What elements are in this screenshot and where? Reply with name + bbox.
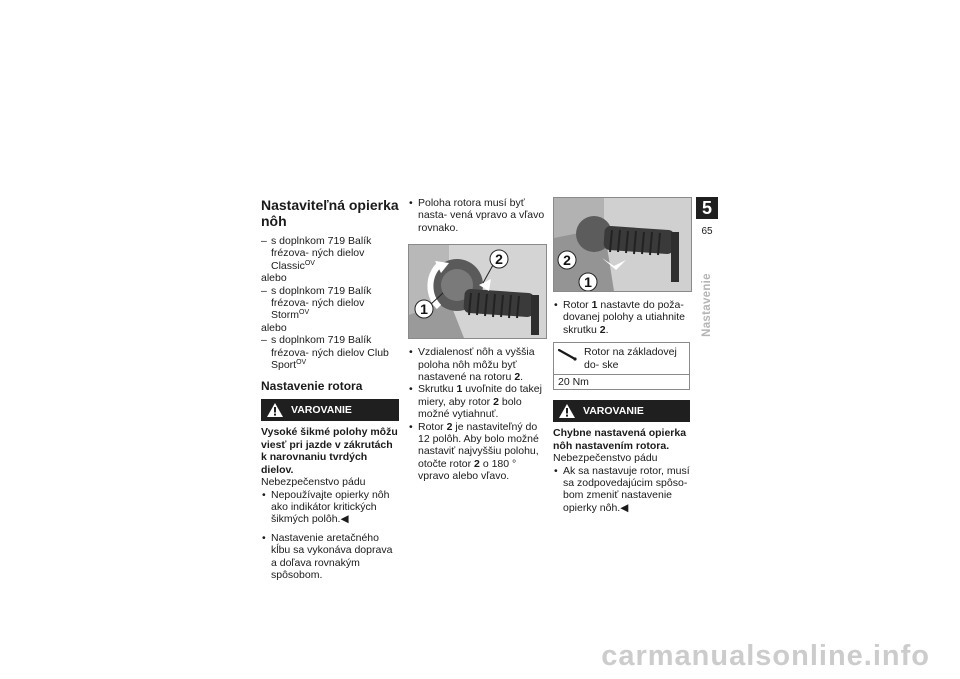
warning-text: Nebezpečenstvo pádu: [261, 476, 366, 489]
watermark: carmanualsonline.info: [601, 640, 930, 672]
option-item: [261, 285, 399, 322]
option-text: s doplnkom 719 Balík frézova- ných dielov Storm: [271, 284, 372, 322]
list-item: • Vzdialenosť nôh a vyššia poloha nôh môžu byť nastavené na rotoru 2.: [408, 346, 546, 383]
section-title: Nastaviteľná opierka nôh: [261, 197, 399, 229]
reference-number: 1: [591, 299, 598, 311]
reference-number: 2: [493, 395, 499, 408]
chapter-name: Nastavenie: [701, 273, 713, 337]
warning-banner: [261, 399, 399, 421]
warning-triangle-icon: [267, 403, 283, 417]
warning-banner: [553, 400, 690, 422]
list-item: • Nastavenie aretačného kĺbu sa vykonáva doprava a doľava rovnakým spôsobom.: [261, 532, 399, 582]
option-item: [261, 334, 399, 371]
option-item: [261, 235, 399, 272]
warning-heading: Chybne nastavená opierka nôh nastavením rotora.: [553, 427, 687, 452]
warning-bullet: • Nepoužívajte opierky nôh ako indikátor kritických šikmých polôh.◀: [261, 489, 399, 526]
page-number: 65: [701, 226, 713, 237]
list-item: [408, 383, 546, 420]
option-superscript: OV: [299, 309, 310, 317]
reference-number: 2: [474, 457, 480, 470]
list-text: uvoľnite do takej miery, aby rotor: [418, 383, 542, 408]
chapter-number: 5: [696, 197, 718, 219]
figure-label-1: 1: [584, 274, 592, 290]
warning-label: VAROVANIE: [291, 404, 352, 417]
reference-number: 2: [446, 420, 453, 433]
reference-number: 1: [456, 383, 463, 396]
footrest-figure-2: [553, 197, 692, 292]
warning-bullet: • Ak sa nastavuje rotor, musí sa zodpovedajúcim spôso- bom zmeniť nastavenie opierky nôh.◀: [553, 465, 690, 515]
footrest-illustration: [554, 198, 691, 291]
column-right: [553, 197, 690, 514]
chapter-tab: [696, 197, 718, 344]
list-text: bolo možné vytiahnuť.: [418, 395, 522, 421]
warning-heading: Vysoké šikmé polohy môžu viesť pri jazde v zákrutách k narovnaniu tvrdých dielov.: [261, 426, 398, 476]
list-text: je nastaviteľný do 12 polôh. Aby bolo možné nastaviť najvyššiu polohu, otočte rotor: [418, 420, 539, 470]
reference-number: 2: [514, 371, 521, 384]
list-text: o 180 ° vpravo alebo vľavo.: [418, 457, 517, 483]
list-text: Vzdialenosť nôh a vyššia poloha nôh môžu byť nastavené na rotoru: [418, 346, 535, 384]
list-text: Rotor: [563, 299, 589, 311]
figure-label-2: 2: [563, 252, 571, 268]
torque-wrench-icon: [558, 349, 578, 361]
list-item: • Rotor 1 nastavte do poža- dovanej polohy a utiahnite skrutku 2.: [553, 299, 690, 336]
spec-label: Rotor na základovej do- ske: [584, 346, 677, 371]
list-item: [408, 421, 546, 483]
or-word: alebo: [261, 321, 287, 334]
list-text: Rotor: [418, 420, 444, 433]
column-left: [261, 197, 399, 581]
option-text: s doplnkom 719 Balík frézova- ných dielov Classic: [271, 235, 372, 272]
option-superscript: OV: [296, 359, 307, 367]
reference-number: 2: [599, 323, 606, 336]
list-item: • Poloha rotora musí byť nasta- vená vpravo a vľavo rovnako.: [408, 197, 546, 234]
warning-label: VAROVANIE: [583, 405, 644, 418]
figure-label-2: 2: [495, 251, 503, 268]
warning-triangle-icon: [559, 404, 575, 418]
option-text: s doplnkom 719 Balík frézova- ných dielov Club Sport: [271, 334, 389, 372]
footrest-illustration: [409, 245, 546, 338]
or-word: alebo: [261, 272, 287, 285]
list-text: nastavte do poža- dovanej polohy a utiahnite skrutku: [563, 299, 686, 336]
subsection-title: Nastavenie rotora: [261, 379, 363, 394]
warning-text: Nebezpečenstvo pádu: [553, 452, 658, 465]
figure-label-1: 1: [420, 301, 428, 318]
footrest-figure-1: [408, 244, 547, 339]
torque-spec-box: [553, 342, 690, 390]
spec-value: 20 Nm: [558, 376, 589, 389]
option-superscript: OV: [304, 259, 315, 267]
list-text: Skrutku: [418, 383, 454, 396]
column-middle: [408, 197, 546, 483]
